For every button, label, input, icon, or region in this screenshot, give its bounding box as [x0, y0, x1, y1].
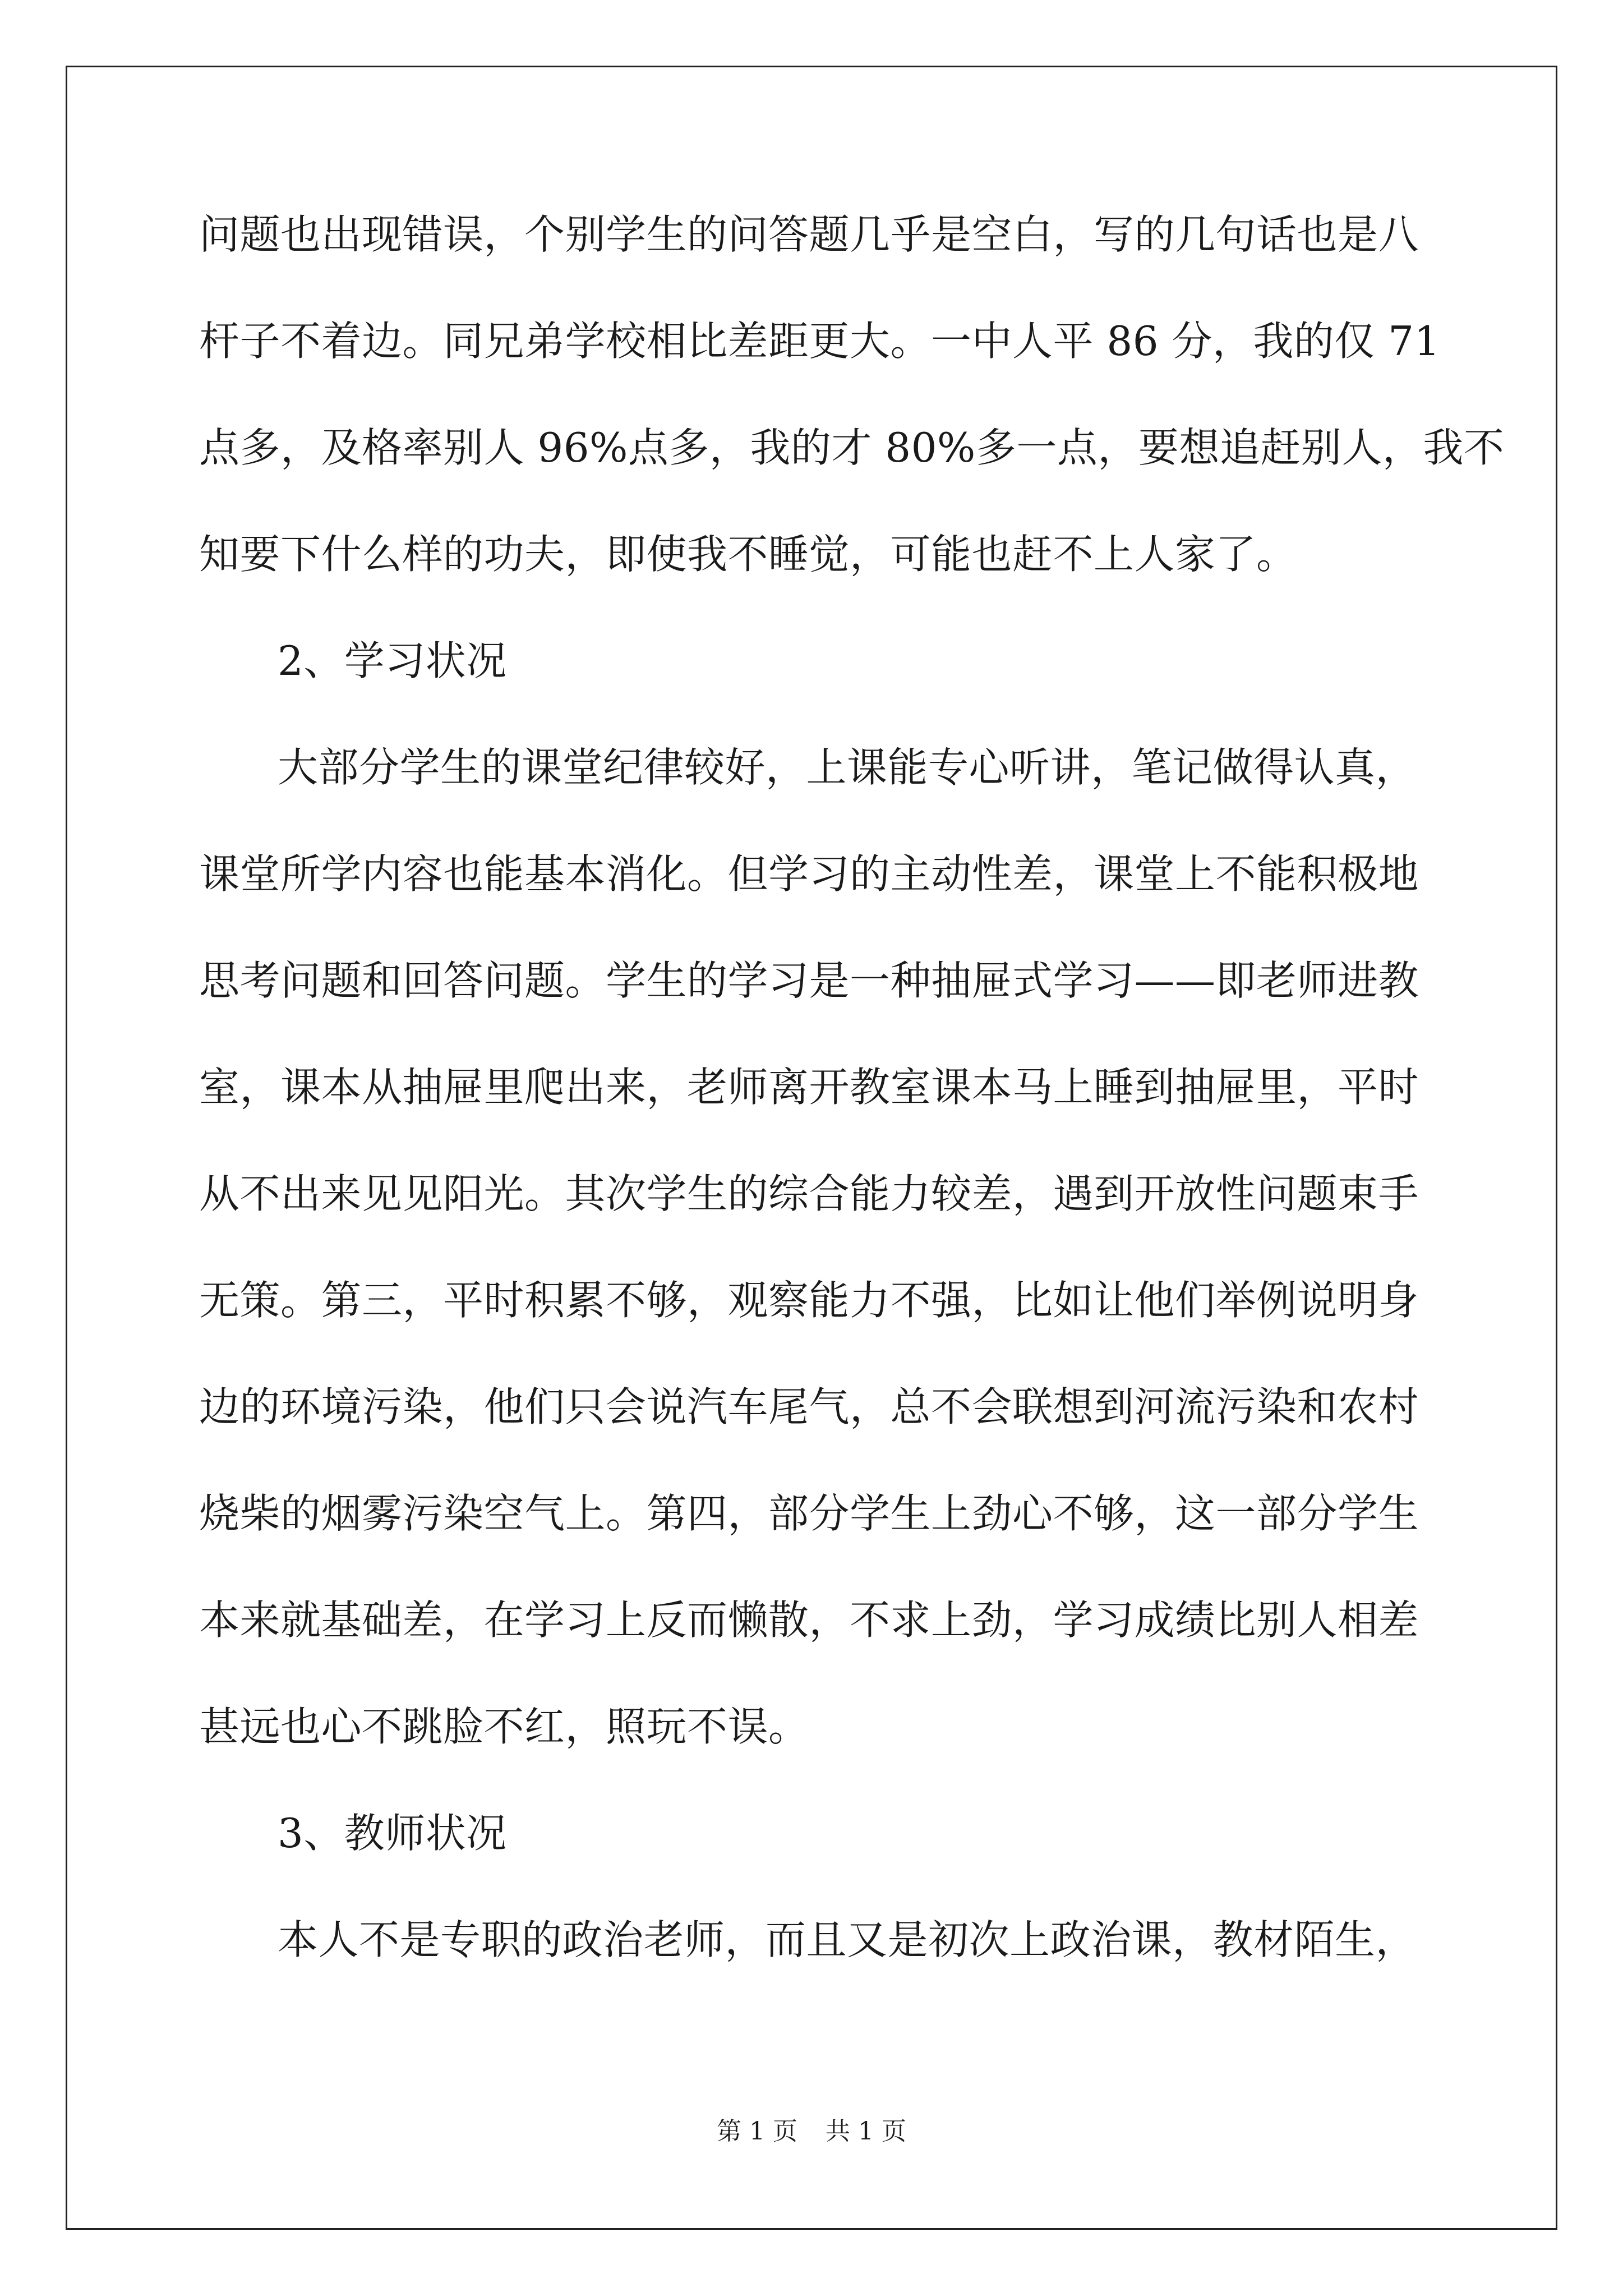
text-line: 从不出来见见阳光。其次学生的综合能力较差，遇到开放性问题束手 — [199, 1170, 1419, 1217]
text-line: 思考问题和回答问题。学生的学习是一种抽屉式学习——即老师进教 — [199, 957, 1419, 1004]
text-line: 烧柴的烟雾污染空气上。第四，部分学生上劲心不够，这一部分学生 — [199, 1490, 1419, 1537]
text-line: 问题也出现错误，个别学生的问答题几乎是空白，写的几句话也是八 — [199, 211, 1419, 258]
text-line: 无策。第三，平时积累不够，观察能力不强，比如让他们举例说明身 — [199, 1277, 1419, 1324]
page-border — [66, 66, 1557, 2230]
paragraph-first-line: 大部分学生的课堂纪律较好，上课能专心听讲，笔记做得认真， — [278, 744, 1417, 791]
text-line: 点多，及格率别人 96%点多，我的才 80%多一点，要想追赶别人，我不 — [199, 424, 1505, 471]
text-line: 室，课本从抽屉里爬出来，老师离开教室课本马上睡到抽屉里，平时 — [199, 1064, 1419, 1111]
section-heading: 3、教师状况 — [278, 1810, 507, 1857]
page-total: 共 1 页 — [826, 2117, 906, 2146]
text-line: 边的环境污染，他们只会说汽车尾气，总不会联想到河流污染和农村 — [199, 1383, 1419, 1430]
text-line: 甚远也心不跳脸不红，照玩不误。 — [199, 1703, 809, 1750]
text-line: 杆子不着边。同兄弟学校相比差距更大。一中人平 86 分，我的仅 71 — [199, 318, 1440, 365]
text-line: 本来就基础差，在学习上反而懒散，不求上劲，学习成绩比别人相差 — [199, 1596, 1419, 1644]
page-footer — [0, 2115, 1623, 2148]
text-line: 课堂所学内容也能基本消化。但学习的主动性差，课堂上不能积极地 — [199, 850, 1419, 898]
text-line: 知要下什么样的功夫，即使我不睡觉，可能也赶不上人家了。 — [199, 531, 1297, 578]
page-number: 第 1 页 — [717, 2117, 797, 2146]
section-heading: 2、学习状况 — [278, 637, 507, 684]
paragraph-first-line: 本人不是专职的政治老师，而且又是初次上政治课，教材陌生， — [278, 1916, 1417, 1963]
